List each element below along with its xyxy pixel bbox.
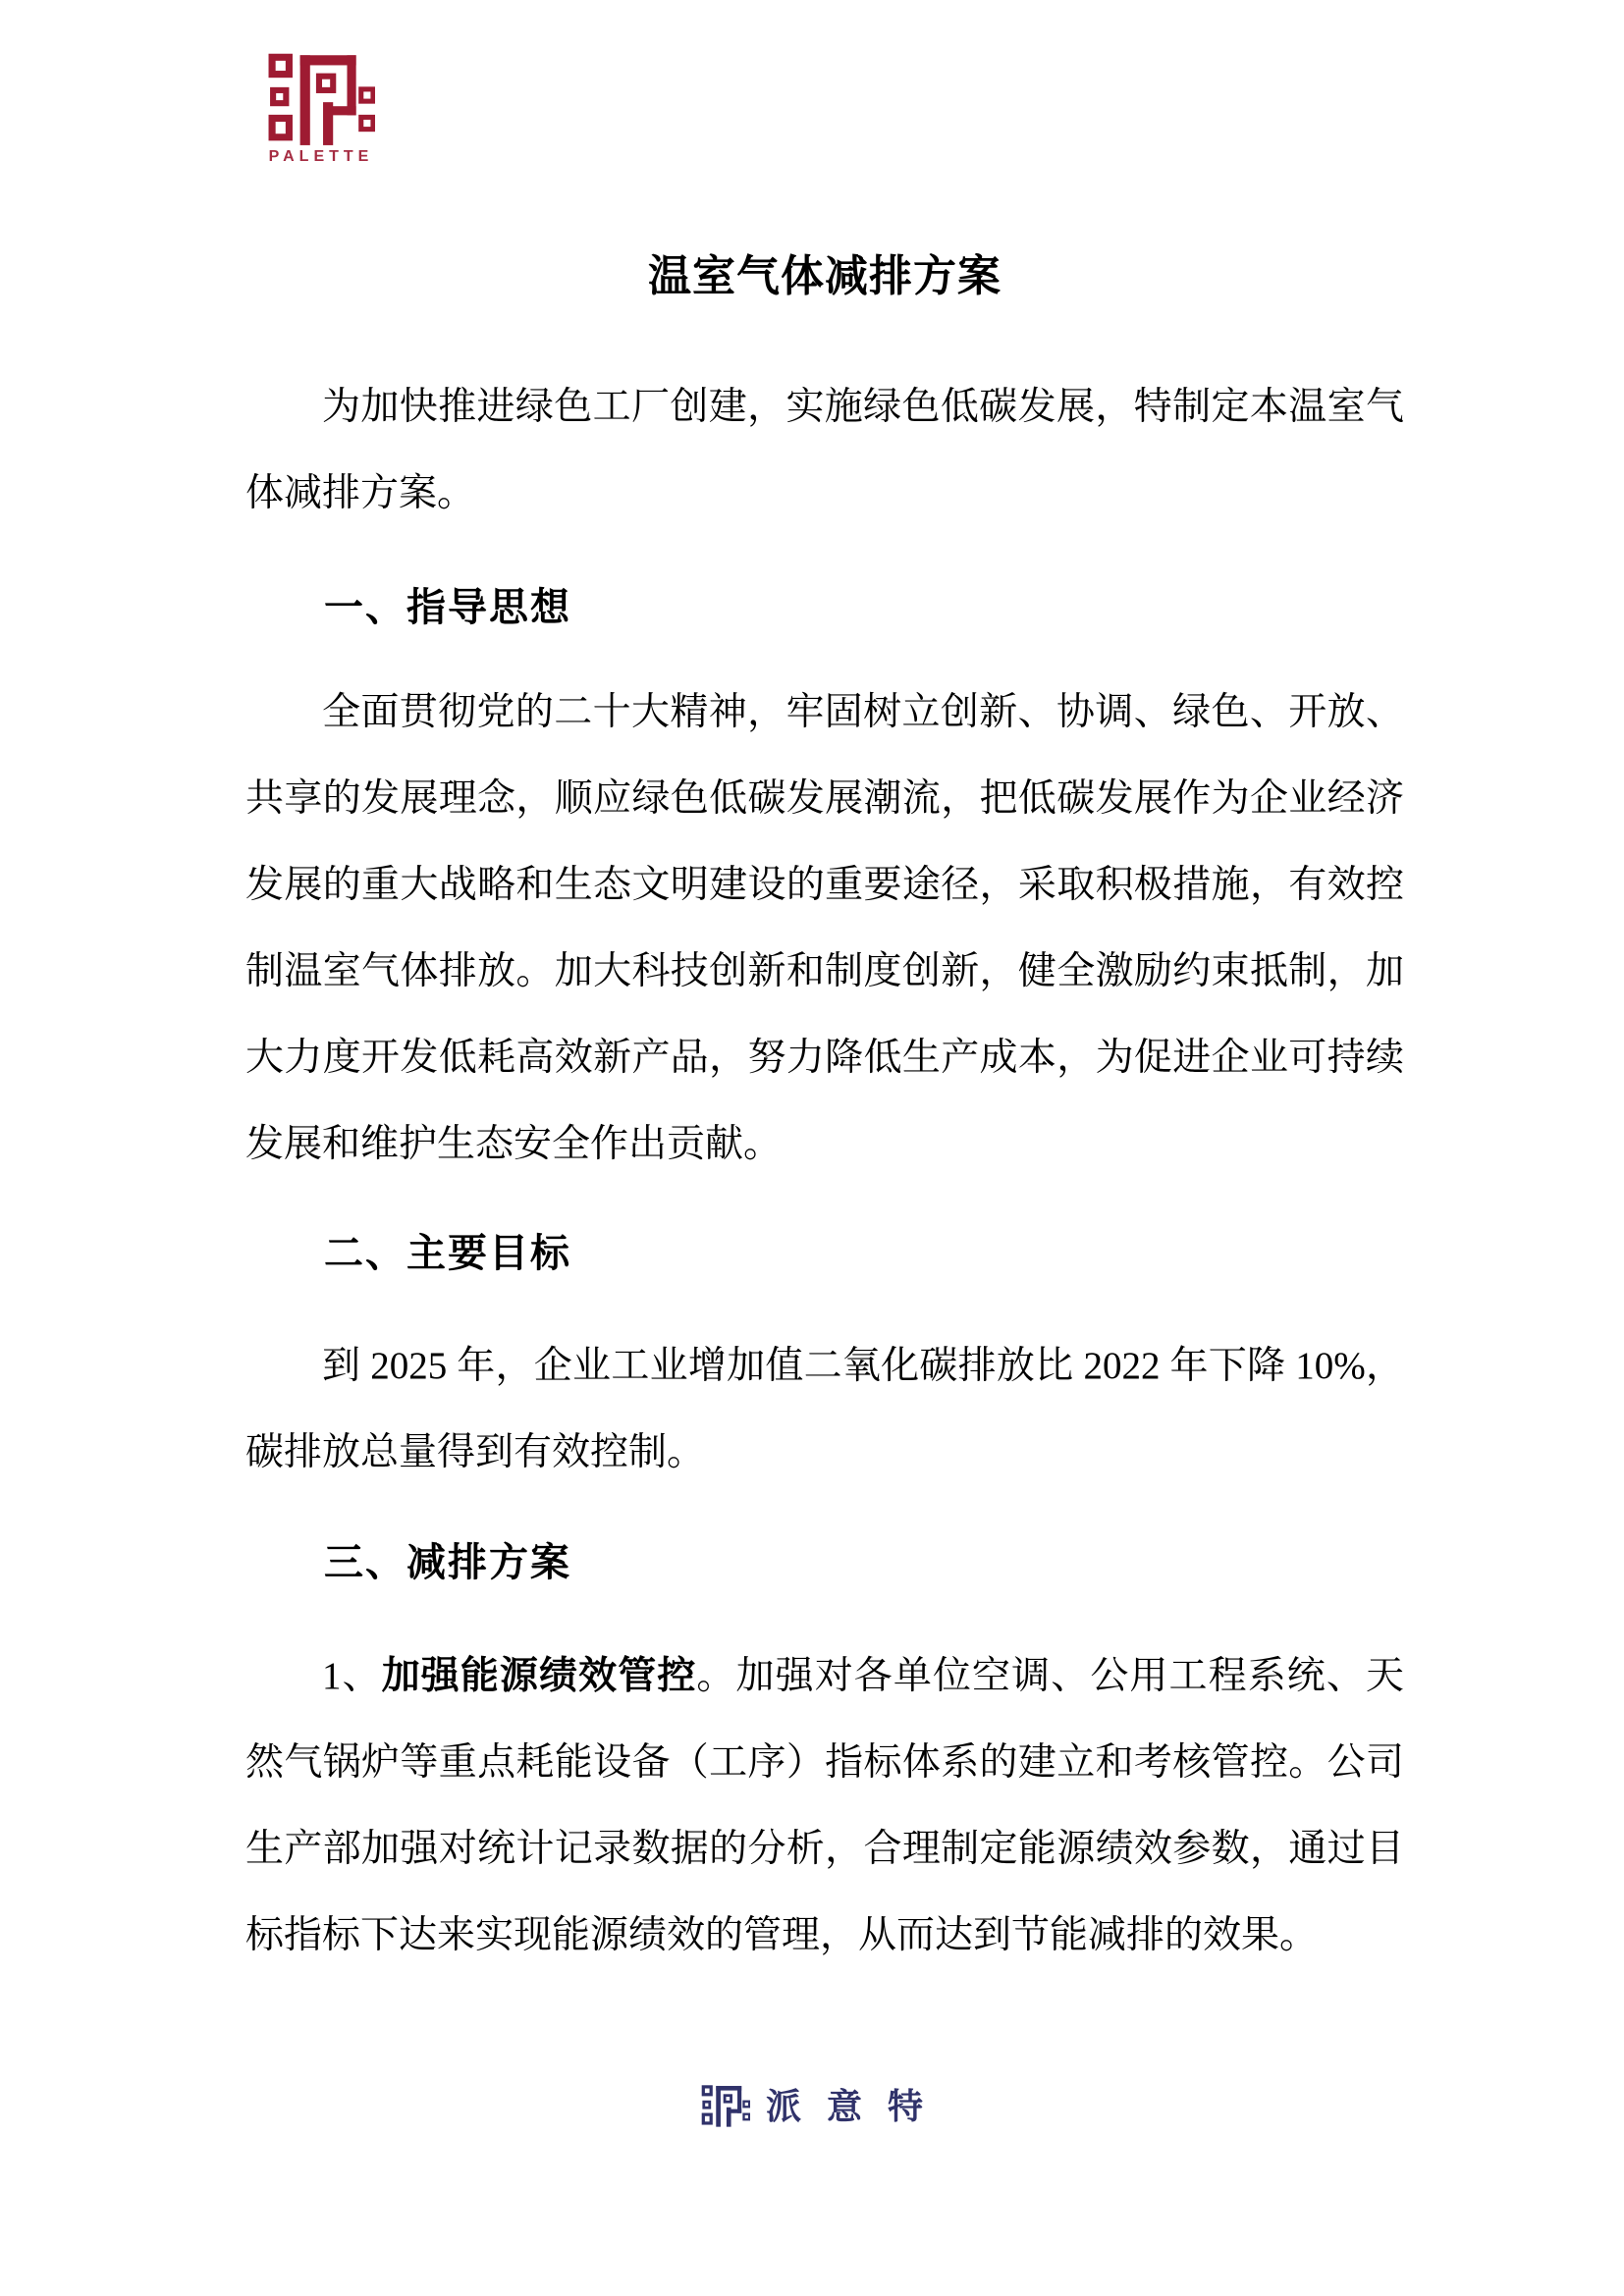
section-3-item-1 [245, 1633, 1404, 1979]
intro-paragraph: 为加快推进绿色工厂创建，实施绿色低碳发展，特制定本温室气体减排方案。 [245, 386, 1404, 514]
section-2-heading: 二、主要目标 [324, 1231, 571, 1275]
company-logo [263, 45, 379, 166]
palette-maze-icon [701, 2081, 750, 2127]
footer-brand [0, 2079, 1624, 2129]
section-1-heading: 一、指导思想 [324, 585, 571, 629]
section-1-paragraph: 全面贯彻党的二十大精神，牢固树立创新、协调、绿色、开放、共享的发展理念，顺应绿色低碳发展潮流，把低碳发展作为企业经济发展的重大战略和生态文明建设的重要途径，采取积极措施，有效控制温室气体排放。加大科技创新和制度创新，健全激励约束抵制，加大力度开发低耗高效新产品，努力降低生产成本，为促进企业可持续发展和维护生态安全作出贡献。 [245, 691, 1404, 1165]
section-2-paragraph: 到 2025 年，企业工业增加值二氧化碳排放比 2022 年下降 10%，碳排放总量得到有效控制。 [245, 1345, 1404, 1473]
item-1-lead: 加强能源绩效管控 [381, 1655, 697, 1697]
item-1-number: 1、 [322, 1655, 382, 1697]
footer-brand-text: 派意特 [765, 2086, 948, 2126]
palette-maze-icon [267, 45, 375, 145]
item-1-body: 。加强对各单位空调、公用工程系统、天然气锅炉等重点耗能设备（工序）指标体系的建立和考核管控。公司生产部加强对统计记录数据的分析，合理制定能源绩效参数，通过目标指标下达来实现能源绩效的管理，从而达到节能减排的效果。 [245, 1655, 1404, 1956]
section-3-heading: 三、减排方案 [324, 1540, 571, 1584]
document-title: 温室气体减排方案 [648, 252, 1001, 300]
logo-wordmark: PALETTE [268, 148, 374, 165]
